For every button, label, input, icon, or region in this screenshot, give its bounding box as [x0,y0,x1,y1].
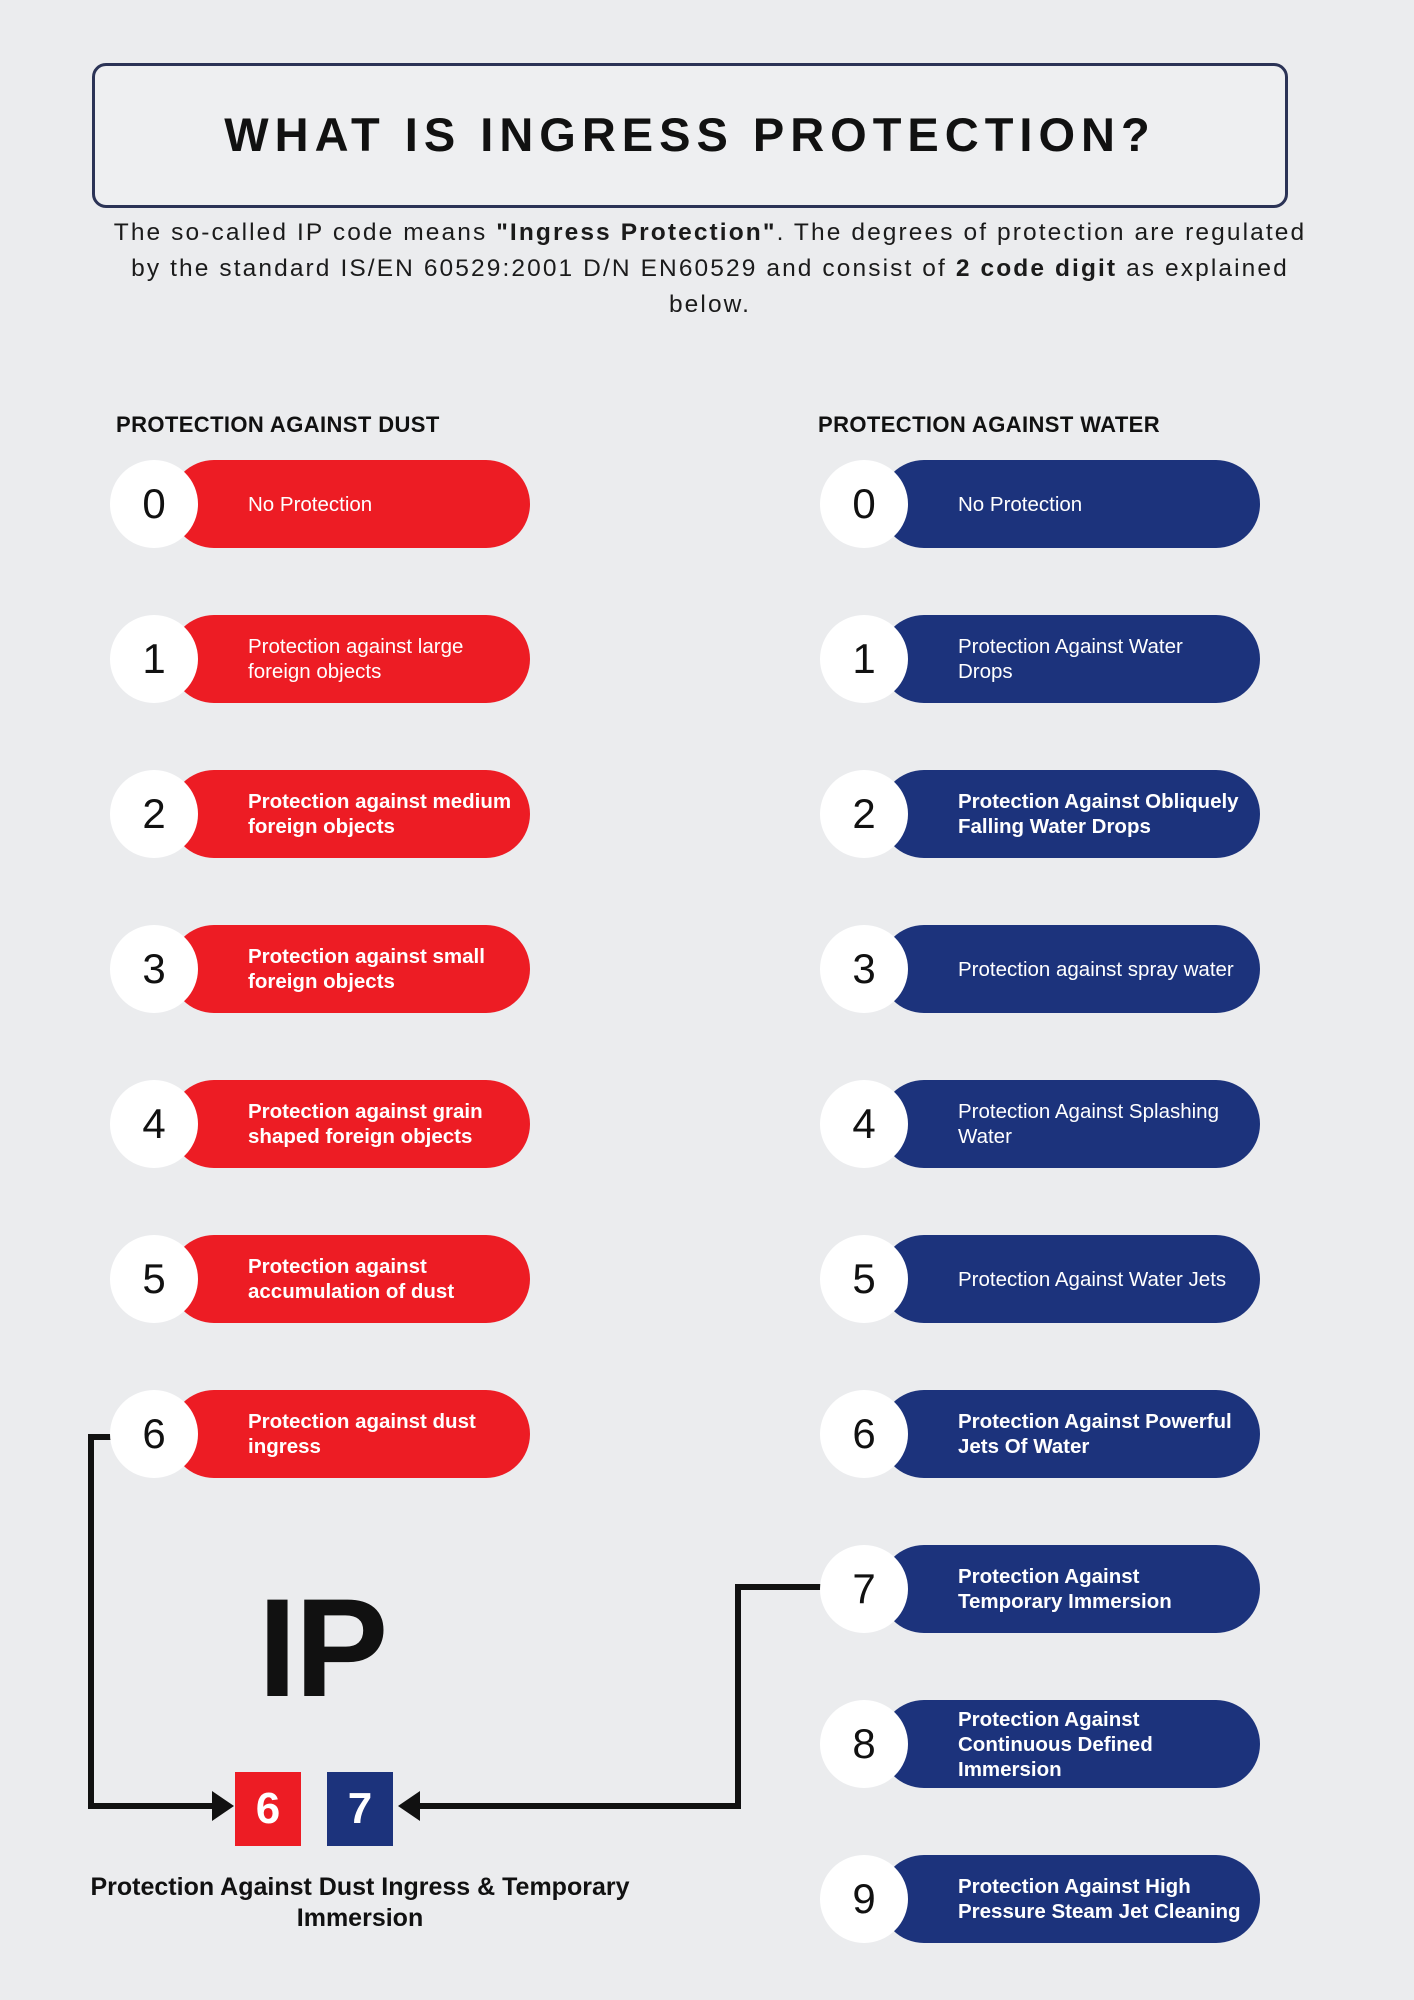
ip-example-caption: Protection Against Dust Ingress & Temporary Immersion [90,1873,630,1933]
dust-pill-4 [170,1080,530,1168]
water-row-0 [820,460,1240,548]
dust-label-1: Protection against large foreign objects [248,635,464,683]
water-pill-9 [880,1855,1260,1943]
dust-row-4 [110,1080,530,1168]
connector-dust-horizontal-bottom [88,1803,216,1809]
dust-label-4: Protection against grain shaped foreign objects [248,1100,483,1148]
intro-part-3: as explained below. [668,255,1289,318]
dust-digit-circle-3 [110,925,198,1013]
water-digit-8: 8 [852,1720,876,1767]
water-pill-7 [880,1545,1260,1633]
dust-digit-2: 2 [142,790,166,837]
water-pill-4 [880,1080,1260,1168]
dust-label-6: Protection against dust ingress [248,1410,476,1458]
water-digit-2: 2 [852,790,876,837]
dust-digit-6: 6 [142,1410,166,1457]
dust-row-6 [110,1390,530,1478]
water-digit-circle-7 [820,1545,908,1633]
water-digit-5: 5 [852,1255,876,1302]
water-digit-circle-2 [820,770,908,858]
water-row-9 [820,1855,1240,1943]
dust-label-0: No Protection [248,492,373,516]
water-digit-circle-5 [820,1235,908,1323]
intro-part-2: . The degrees of protection are regulated by the standard IS/EN 60529:2001 D/N EN60529 and consist of [131,219,1307,282]
water-row-3 [820,925,1240,1013]
water-pill-5 [880,1235,1260,1323]
water-label-6: Protection Against Powerful Jets Of Water [958,1410,1232,1458]
dust-row-5 [110,1235,530,1323]
dust-digit-circle-2 [110,770,198,858]
dust-digit-circle-6 [110,1390,198,1478]
water-label-3: Protection against spray water [958,957,1234,981]
connector-water-horizontal-bottom [420,1803,741,1809]
dust-row-1 [110,615,530,703]
water-label-4: Protection Against Splashing Water [958,1100,1219,1148]
water-digit-3: 3 [852,945,876,992]
water-label-1: Protection Against Water Drops [958,635,1183,683]
dust-column-header: PROTECTION AGAINST DUST [116,412,440,437]
connector-dust-vertical [88,1434,94,1806]
water-label-7: Protection Against Temporary Immersion [958,1565,1172,1613]
dust-pill-0 [170,460,530,548]
ip-dust-digit-box: 6 [235,1772,301,1846]
water-label-9: Protection Against High Pressure Steam Jet Cleaning [958,1875,1241,1923]
dust-pill-5 [170,1235,530,1323]
connector-dust-arrowhead-icon [212,1791,234,1821]
water-digit-circle-9 [820,1855,908,1943]
dust-digit-4: 4 [142,1100,166,1147]
intro-part-1: The so-called IP code means [113,219,497,246]
dust-digit-circle-0 [110,460,198,548]
water-pill-0 [880,460,1260,548]
water-row-2 [820,770,1240,858]
water-digit-circle-6 [820,1390,908,1478]
title-box [92,63,1288,208]
connector-water-vertical [735,1584,741,1809]
water-row-5 [820,1235,1240,1323]
intro-paragraph [110,215,1310,323]
dust-digit-circle-4 [110,1080,198,1168]
dust-pill-1 [170,615,530,703]
dust-digit-1: 1 [142,635,166,682]
water-digit-circle-8 [820,1700,908,1788]
water-row-8 [820,1700,1240,1788]
water-label-2: Protection Against Obliquely Falling Water Drops [958,790,1239,838]
dust-digit-circle-1 [110,615,198,703]
water-pill-6 [880,1390,1260,1478]
dust-row-3 [110,925,530,1013]
water-pill-2 [880,770,1260,858]
water-digit-circle-4 [820,1080,908,1168]
dust-pill-2 [170,770,530,858]
dust-row-0 [110,460,530,548]
water-pill-3 [880,925,1260,1013]
water-digit-circle-1 [820,615,908,703]
page-title: WHAT IS INGRESS PROTECTION? [224,108,1156,162]
water-row-6 [820,1390,1240,1478]
ip-prefix: IP [258,1569,387,1726]
water-label-8: Protection Against Continuous Defined Immersion [958,1707,1153,1781]
dust-digit-circle-5 [110,1235,198,1323]
water-row-4 [820,1080,1240,1168]
connector-water-arrowhead-icon [398,1791,420,1821]
water-digit-1: 1 [852,635,876,682]
dust-row-2 [110,770,530,858]
water-label-0: No Protection [958,492,1083,516]
water-row-1 [820,615,1240,703]
water-label-5: Protection Against Water Jets [958,1267,1227,1291]
dust-pill-3 [170,925,530,1013]
water-pill-1 [880,615,1260,703]
water-digit-0: 0 [852,480,876,527]
water-digit-7: 7 [852,1565,876,1612]
water-digit-circle-0 [820,460,908,548]
dust-pill-6 [170,1390,530,1478]
water-digit-6: 6 [852,1410,876,1457]
dust-digit-0: 0 [142,480,166,527]
water-digit-4: 4 [852,1100,876,1147]
dust-label-2: Protection against medium foreign objects [248,790,512,838]
dust-label-5: Protection against accumulation of dust [248,1255,455,1303]
water-digit-9: 9 [852,1875,876,1922]
intro-bold-2: 2 code digit [955,255,1118,282]
water-row-7 [820,1545,1240,1633]
water-digit-circle-3 [820,925,908,1013]
ip-water-digit-box: 7 [327,1772,393,1846]
water-pill-8 [880,1700,1260,1788]
intro-bold-1: "Ingress Protection" [496,219,777,246]
dust-digit-5: 5 [142,1255,166,1302]
water-column-header: PROTECTION AGAINST WATER [818,412,1161,437]
dust-digit-3: 3 [142,945,166,992]
dust-label-3: Protection against small foreign objects [248,945,485,993]
